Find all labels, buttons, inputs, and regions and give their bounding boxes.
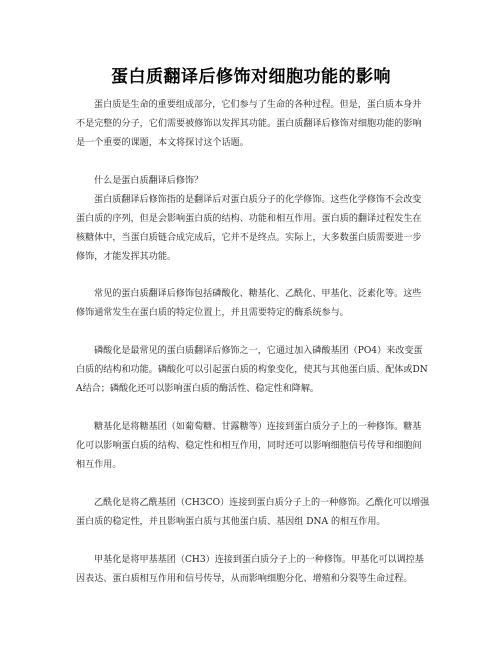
paragraph-phosphorylation: 磷酸化是最常见的蛋白质翻译后修饰之一，它通过加入磷酸基团（PO4）来改变蛋白质的结构和功能。磷酸化可以引起蛋白质的构象变化，使其与其他蛋白质、配体或DNA结合；磷酸化还可以影响蛋白质的酶活性、稳定性和降解。	[76, 346, 428, 394]
paragraph-acetylation: 乙酰化是将乙酰基团（CH3CO）连接到蛋白质分子上的一种修饰。乙酰化可以增强蛋白质的稳定性，并且影响蛋白质与其他蛋白质、基因组 DNA 的相互作用。	[76, 498, 430, 527]
paragraph-question: 什么是蛋白质翻译后修饰？	[94, 176, 204, 186]
paragraph-methylation: 甲基化是将甲基基团（CH3）连接到蛋白质分子上的一种修饰。甲基化可以调控基因表达、蛋白质相互作用和信号传导，从而影响细胞分化、增殖和分裂等生命过程。	[76, 555, 424, 584]
document-title: 蛋白质翻译后修饰对细胞功能的影响	[111, 67, 391, 87]
paragraph-intro: 蛋白质是生命的重要组成部分，它们参与了生命的各种过程。但是，蛋白质本身并不是完整的分子，它们需要被修饰以发挥其功能。蛋白质翻译后修饰对细胞功能的影响是一个重要的课题，本文将探讨这个话题。	[76, 100, 422, 148]
paragraph-glycosylation: 糖基化是将糖基团（如葡萄糖、甘露糖等）连接到蛋白质分子上的一种修饰。糖基化可以影响蛋白质的结构、稳定性和相互作用，同时还可以影响细胞信号传导和细胞间相互作用。	[76, 422, 422, 470]
paragraph-definition: 蛋白质翻译后修饰指的是翻译后对蛋白质分子的化学修饰。这些化学修饰不会改变蛋白质的序列，但是会影响蛋白质的结构、功能和相互作用。蛋白质的翻译过程发生在核糖体中，当蛋白质链合成完成后，它并不是终点。实际上，大多数蛋白质需要进一步修饰，才能发挥其功能。	[76, 195, 422, 262]
paragraph-common-modifications: 常见的蛋白质翻译后修饰包括磷酸化、糖基化、乙酰化、甲基化、泛素化等。这些修饰通常发生在蛋白质的特定位置上，并且需要特定的酶系统参与。	[76, 289, 422, 318]
